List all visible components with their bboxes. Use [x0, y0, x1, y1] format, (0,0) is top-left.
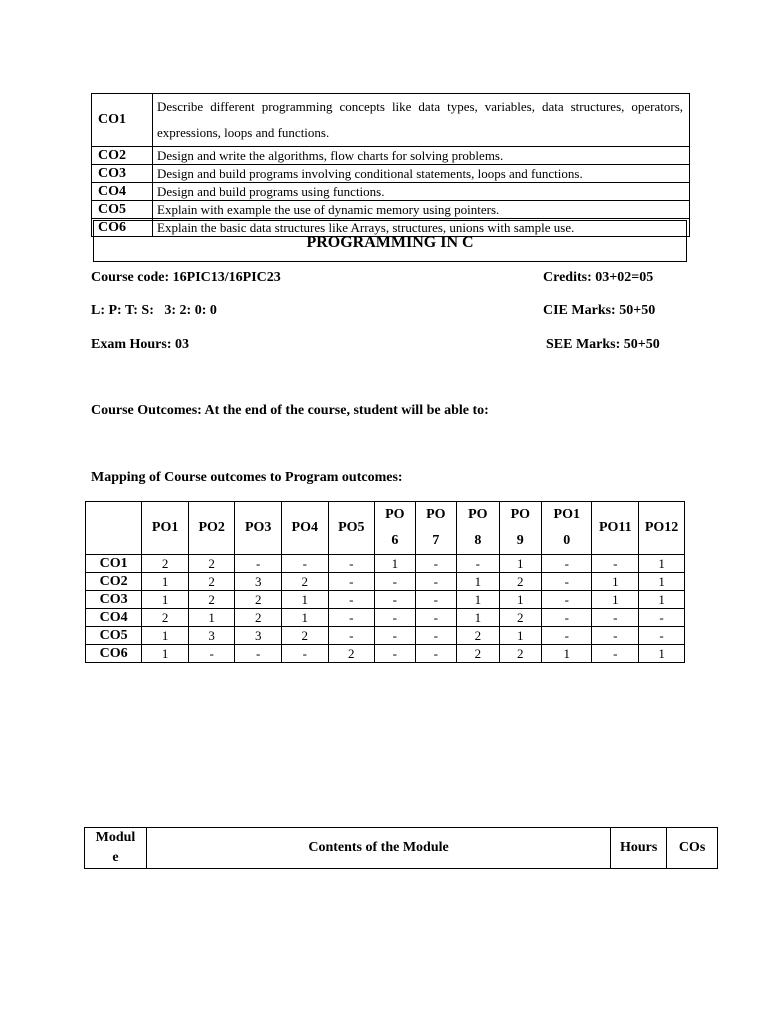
co-description: Explain the basic data structures like Arrays, structures, unions with sample use. — [153, 219, 690, 237]
mapping-cell: 1 — [592, 573, 639, 591]
mapping-row-co: CO1 — [86, 555, 142, 573]
co-code: CO6 — [92, 219, 153, 237]
co-code: CO5 — [92, 201, 153, 219]
mapping-cell: - — [375, 573, 416, 591]
mapping-cell: 2 — [281, 573, 328, 591]
mapping-cell: 2 — [328, 645, 375, 663]
lpts-hours: L: P: T: S: 3: 2: 0: 0 — [91, 303, 217, 318]
mapping-corner-cell — [86, 502, 142, 555]
mapping-cell: 2 — [457, 627, 499, 645]
mapping-cell: - — [542, 573, 592, 591]
mapping-cell: 2 — [235, 609, 282, 627]
mapping-row — [86, 609, 685, 627]
mapping-cell: - — [415, 645, 457, 663]
po-header-cell: PO 8 — [457, 502, 499, 555]
course-code: Course code: 16PIC13/16PIC23 — [91, 270, 281, 285]
mapping-cell: 1 — [142, 573, 189, 591]
mapping-row — [86, 645, 685, 663]
mapping-cell: - — [328, 573, 375, 591]
mapping-row — [86, 627, 685, 645]
course-title: PROGRAMMING IN C — [93, 220, 687, 262]
outcomes-heading: Course Outcomes: At the end of the course, student will be able to: — [91, 403, 489, 418]
co-description: Describe different programming concepts like data types, variables, data structures, operators, expressions, loops and functions. — [153, 94, 690, 147]
mapping-row-co: CO2 — [86, 573, 142, 591]
mapping-cell: - — [542, 609, 592, 627]
mapping-cell: - — [281, 555, 328, 573]
po-header-cell: PO 7 — [415, 502, 457, 555]
po-header-cell: PO1 — [142, 502, 189, 555]
co-description: Design and build programs involving conditional statements, loops and functions. — [153, 165, 690, 183]
mapping-cell: 1 — [188, 609, 235, 627]
course-outcome-row — [92, 183, 690, 201]
co-description: Explain with example the use of dynamic memory using pointers. — [153, 201, 690, 219]
mapping-header-row — [86, 502, 685, 555]
mapping-cell: - — [188, 645, 235, 663]
po-header-cell: PO 6 — [375, 502, 416, 555]
mapping-cell: 1 — [499, 627, 541, 645]
mapping-cell: 2 — [499, 573, 541, 591]
mapping-cell: - — [592, 609, 639, 627]
co-description: Design and write the algorithms, flow charts for solving problems. — [153, 147, 690, 165]
po-header-cell: PO3 — [235, 502, 282, 555]
module-header-cell: Modul e — [85, 828, 147, 869]
po-header-cell: PO2 — [188, 502, 235, 555]
mapping-cell: 1 — [457, 573, 499, 591]
mapping-cell: - — [415, 573, 457, 591]
mapping-row-co: CO5 — [86, 627, 142, 645]
hours-header-cell: Hours — [611, 828, 667, 869]
module-table — [84, 827, 718, 869]
mapping-row-co: CO3 — [86, 591, 142, 609]
co-code: CO3 — [92, 165, 153, 183]
exam-hours: Exam Hours: 03 — [91, 337, 189, 352]
mapping-heading: Mapping of Course outcomes to Program outcomes: — [91, 470, 403, 485]
course-outcome-row — [92, 201, 690, 219]
mapping-row-co: CO4 — [86, 609, 142, 627]
course-outcomes-table — [91, 93, 690, 237]
mapping-cell: 1 — [142, 627, 189, 645]
mapping-cell: 2 — [281, 627, 328, 645]
mapping-cell: - — [542, 627, 592, 645]
mapping-cell: - — [328, 609, 375, 627]
po-header-cell: PO11 — [592, 502, 639, 555]
mapping-cell: - — [592, 627, 639, 645]
mapping-cell: 2 — [142, 609, 189, 627]
mapping-cell: 1 — [592, 591, 639, 609]
cos-header-cell: COs — [667, 828, 718, 869]
mapping-cell: 1 — [499, 591, 541, 609]
mapping-cell: 2 — [142, 555, 189, 573]
mapping-cell: - — [281, 645, 328, 663]
mapping-row — [86, 573, 685, 591]
mapping-cell: 1 — [639, 645, 685, 663]
po-header-cell: PO1 0 — [542, 502, 592, 555]
mapping-cell: - — [375, 591, 416, 609]
mapping-cell: - — [592, 555, 639, 573]
po-header-cell: PO4 — [281, 502, 328, 555]
mapping-cell: - — [639, 627, 685, 645]
mapping-cell: 1 — [639, 591, 685, 609]
mapping-cell: 1 — [281, 591, 328, 609]
mapping-cell: - — [415, 627, 457, 645]
mapping-row — [86, 591, 685, 609]
po-header-cell: PO12 — [639, 502, 685, 555]
cie-marks: CIE Marks: 50+50 — [543, 303, 656, 318]
mapping-cell: 1 — [499, 555, 541, 573]
mapping-cell: 1 — [639, 555, 685, 573]
co-po-mapping-table — [85, 501, 685, 663]
credits: Credits: 03+02=05 — [543, 270, 654, 285]
mapping-cell: - — [592, 645, 639, 663]
mapping-cell: - — [542, 591, 592, 609]
course-outcome-row — [92, 165, 690, 183]
mapping-cell: 2 — [235, 591, 282, 609]
mapping-cell: - — [457, 555, 499, 573]
mapping-cell: 1 — [142, 591, 189, 609]
mapping-cell: - — [235, 645, 282, 663]
mapping-cell: - — [542, 555, 592, 573]
co-code: CO4 — [92, 183, 153, 201]
mapping-cell: - — [328, 591, 375, 609]
mapping-cell: 2 — [188, 591, 235, 609]
course-outcome-row — [92, 147, 690, 165]
mapping-cell: - — [328, 627, 375, 645]
mapping-cell: 1 — [639, 573, 685, 591]
mapping-row — [86, 555, 685, 573]
mapping-cell: - — [415, 609, 457, 627]
contents-header-cell: Contents of the Module — [146, 828, 610, 869]
mapping-cell: - — [415, 591, 457, 609]
mapping-cell: 1 — [457, 609, 499, 627]
see-marks: SEE Marks: 50+50 — [546, 337, 660, 352]
co-code: CO1 — [92, 94, 153, 147]
co-description: Design and build programs using functions. — [153, 183, 690, 201]
mapping-cell: 1 — [457, 591, 499, 609]
course-outcome-row — [92, 94, 690, 147]
mapping-cell: - — [375, 609, 416, 627]
mapping-cell: - — [328, 555, 375, 573]
mapping-cell: - — [639, 609, 685, 627]
mapping-cell: - — [415, 555, 457, 573]
po-header-cell: PO5 — [328, 502, 375, 555]
po-header-cell: PO 9 — [499, 502, 541, 555]
mapping-cell: 2 — [188, 573, 235, 591]
mapping-cell: 1 — [542, 645, 592, 663]
mapping-row-co: CO6 — [86, 645, 142, 663]
module-header-row — [85, 828, 718, 869]
mapping-cell: - — [375, 627, 416, 645]
mapping-cell: 1 — [281, 609, 328, 627]
mapping-cell: 3 — [235, 627, 282, 645]
mapping-cell: 2 — [499, 645, 541, 663]
mapping-cell: 2 — [499, 609, 541, 627]
mapping-cell: - — [235, 555, 282, 573]
co-code: CO2 — [92, 147, 153, 165]
mapping-cell: 2 — [457, 645, 499, 663]
mapping-cell: - — [375, 645, 416, 663]
mapping-cell: 1 — [142, 645, 189, 663]
mapping-cell: 1 — [375, 555, 416, 573]
mapping-cell: 3 — [188, 627, 235, 645]
mapping-cell: 3 — [235, 573, 282, 591]
mapping-cell: 2 — [188, 555, 235, 573]
